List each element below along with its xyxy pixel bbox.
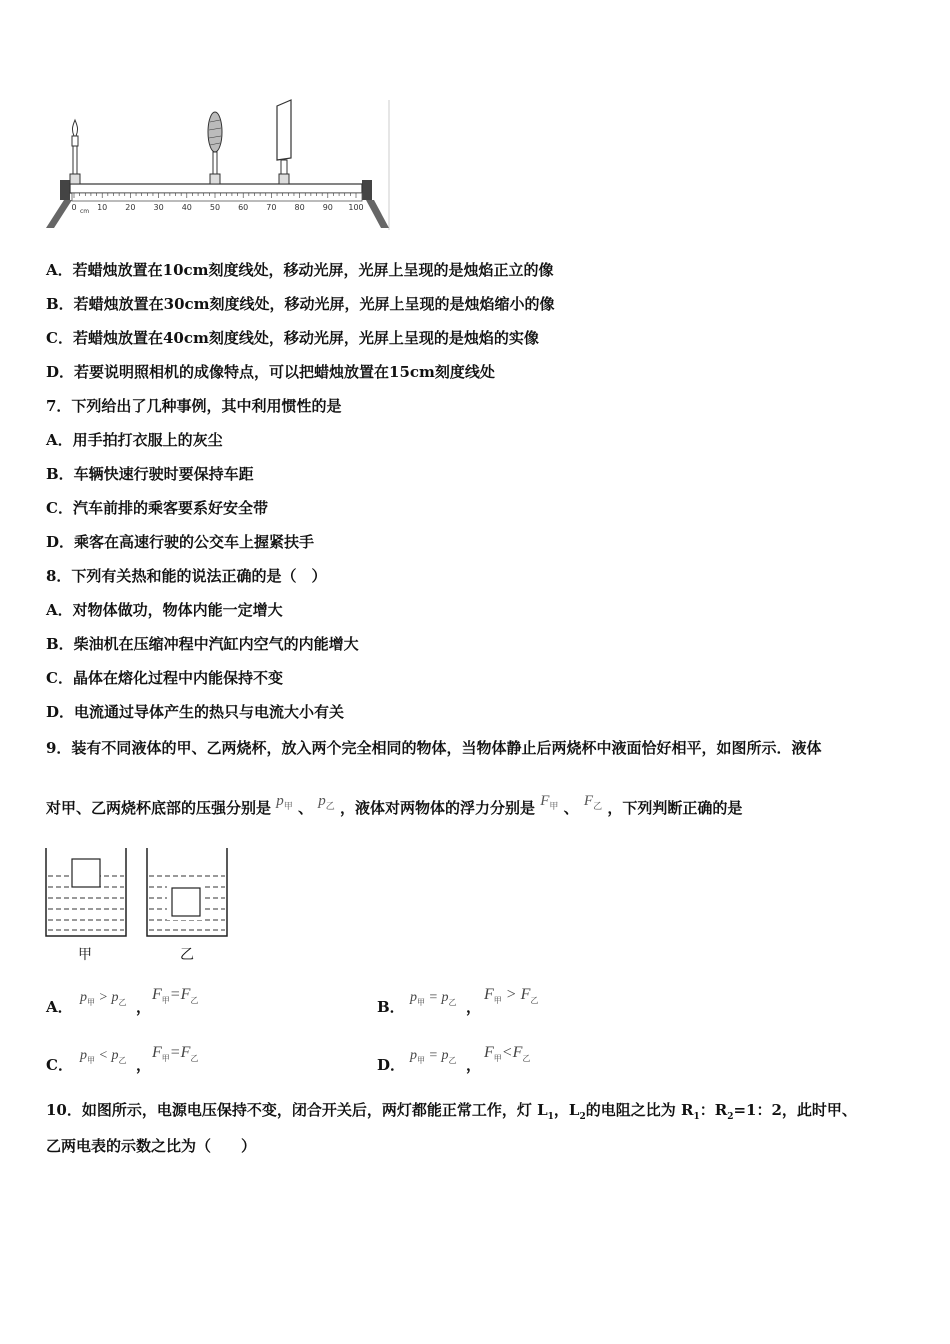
p-yi-symbol: $p_乙$ bbox=[318, 793, 335, 811]
q9-stem-line2 bbox=[46, 793, 743, 824]
ruler-tick-label: 30 bbox=[153, 203, 164, 212]
convex-lens bbox=[208, 112, 222, 184]
q9-stem-text-c: ，下列判断正确的是 bbox=[607, 799, 743, 817]
optical-bench-figure bbox=[44, 98, 394, 232]
left-end-block bbox=[60, 180, 70, 200]
q8-option-c: C．晶体在熔化过程中内能保持不变 bbox=[46, 669, 283, 687]
q7-stem: 7．下列给出了几种事例，其中利用惯性的是 bbox=[46, 397, 342, 415]
beaker-yi bbox=[147, 848, 227, 936]
p-jia-symbol: $p_甲$ bbox=[276, 793, 293, 811]
object-jia bbox=[72, 859, 100, 887]
beakers-figure bbox=[42, 844, 232, 940]
q8-stem: 8．下列有关热和能的说法正确的是（ ） bbox=[46, 567, 327, 585]
q6-option-c: C．若蜡烛放置在40cm刻度线处，移动光屏，光屏上呈现的是烛焰的实像 bbox=[46, 329, 539, 347]
left-leg bbox=[46, 200, 72, 228]
q6-option-a: A．若蜡烛放置在10cm刻度线处，移动光屏，光屏上呈现的是烛焰正立的像 bbox=[46, 261, 554, 279]
q8-option-d: D．电流通过导体产生的热只与电流大小有关 bbox=[46, 703, 345, 721]
sep-1: 、 bbox=[298, 799, 314, 817]
ruler-tick-labels bbox=[71, 203, 363, 212]
f-yi-symbol: $F_乙$ bbox=[583, 793, 603, 811]
q7-option-d: D．乘客在高速行驶的公交车上握紧扶手 bbox=[46, 533, 315, 551]
f-jia-symbol: $F_甲$ bbox=[540, 793, 559, 811]
ruler-scale bbox=[72, 193, 362, 201]
q6-option-b: B．若蜡烛放置在30cm刻度线处，移动光屏，光屏上呈现的是烛焰缩小的像 bbox=[46, 295, 555, 313]
ruler-tick-label: 40 bbox=[181, 203, 192, 212]
ruler-tick-label: 10 bbox=[97, 203, 108, 212]
q9-stem-text-a: 对甲、乙两烧杯底部的压强分别是 bbox=[46, 799, 272, 817]
ruler-tick-label: 70 bbox=[266, 203, 277, 212]
ruler-tick-label: 50 bbox=[209, 203, 221, 212]
object-yi bbox=[172, 888, 200, 916]
q10-stem-line1: 10．如图所示，电源电压保持不变，闭合开关后，两灯都能正常工作，灯 $L_1$，$L_2$的电阻之比为 $R_1$：$R_2=1$：2，此时甲、 bbox=[46, 1101, 857, 1122]
q9-stem-line1: 9．装有不同液体的甲、乙两烧杯，放入两个完全相同的物体，当物体静止后两烧杯中液面恰好相平，如图所示．液体 bbox=[46, 739, 822, 757]
candle bbox=[70, 120, 80, 184]
q7-option-a: A．用手拍打衣服上的灰尘 bbox=[46, 431, 223, 449]
q7-option-c: C．汽车前排的乘客要系好安全带 bbox=[46, 499, 268, 517]
beaker-jia bbox=[46, 848, 126, 936]
ruler-tick-label: 80 bbox=[294, 203, 305, 212]
beaker-label-yi: 乙 bbox=[180, 947, 194, 963]
sep-2: 、 bbox=[563, 799, 579, 817]
q8-option-b: B．柴油机在压缩冲程中汽缸内空气的内能增大 bbox=[46, 635, 359, 653]
ruler-tick-label: 60 bbox=[238, 203, 249, 212]
q7-option-b: B．车辆快速行驶时要保持车距 bbox=[46, 465, 254, 483]
ruler-tick-label: 100 bbox=[348, 203, 364, 212]
ruler-tick-label: 0 bbox=[71, 203, 77, 212]
right-end-block bbox=[362, 180, 372, 200]
q6-option-d: D．若要说明照相机的成像特点，可以把蜡烛放置在15cm刻度线处 bbox=[46, 363, 495, 381]
beaker-label-jia: 甲 bbox=[78, 947, 92, 963]
ruler-tick-label: 90 bbox=[322, 203, 333, 212]
q10-stem-line2: 乙两电表的示数之比为（ ） bbox=[46, 1137, 257, 1155]
q9-stem-text-b: ，液体对两物体的浮力分别是 bbox=[340, 799, 536, 817]
ruler-tick-label: 20 bbox=[125, 203, 136, 212]
light-screen bbox=[277, 100, 291, 184]
right-leg bbox=[366, 200, 389, 228]
q8-option-a: A．对物体做功，物体内能一定增大 bbox=[46, 601, 283, 619]
bench-unit-label: cm bbox=[80, 208, 90, 215]
bench-rail bbox=[70, 184, 362, 193]
